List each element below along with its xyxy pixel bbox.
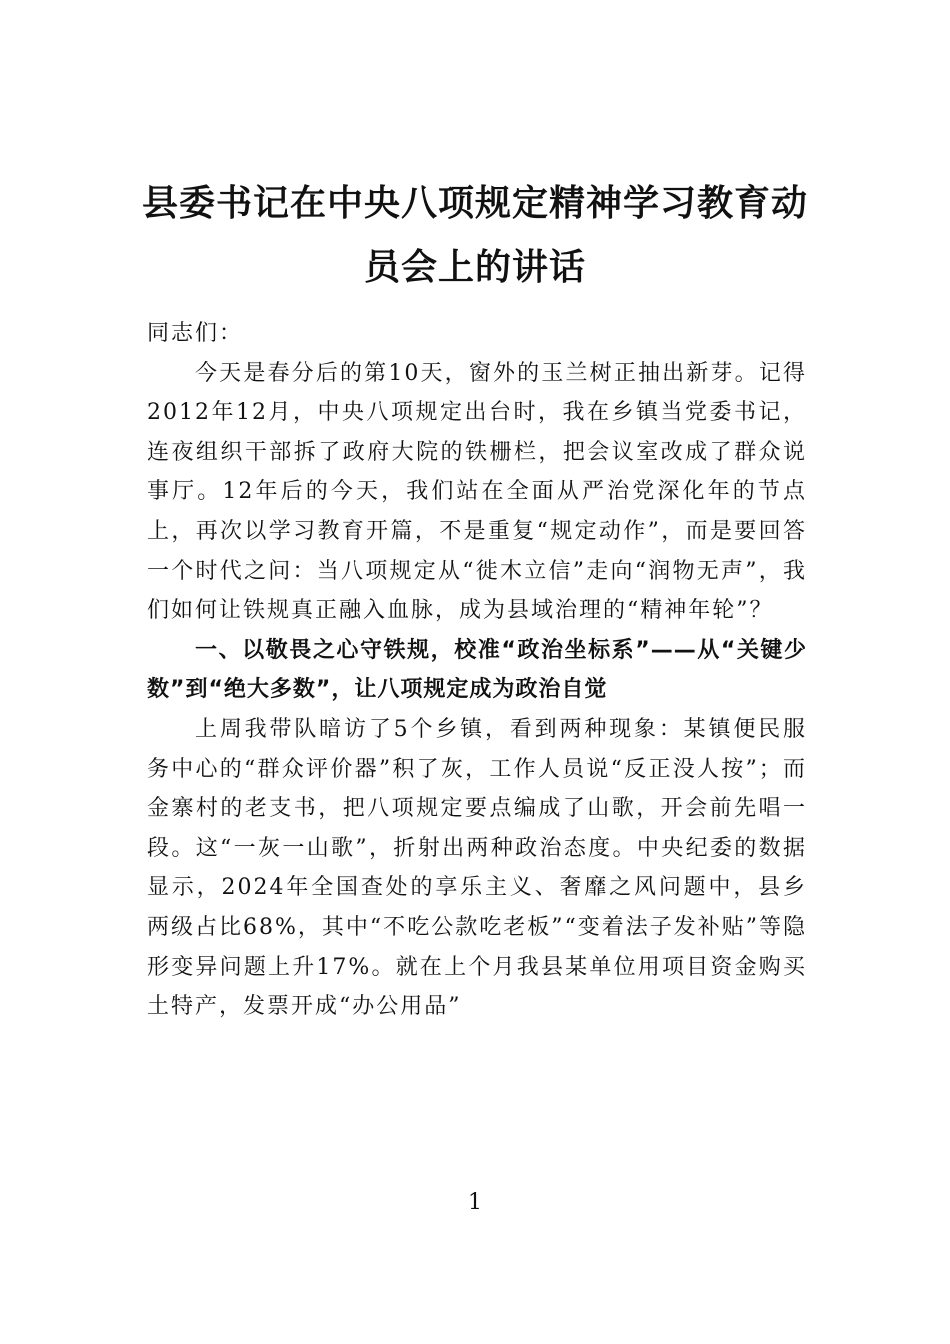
paragraph-intro: 今天是春分后的第10天，窗外的玉兰树正抽出新芽。记得2012年12月，中央八项规定出台时，我在乡镇当党委书记，连夜组织干部拆了政府大院的铁栅栏，把会议室改成了群众说事厅。12年后的今天，我们站在全面从严治党深化年的节点上，再次以学习教育开篇，不是重复“规定动作”，而是要回答一个时代之问：当八项规定从“徙木立信”走向“润物无声”，我们如何让铁规真正融入血脉，成为县域治理的“精神年轮”？ bbox=[147, 360, 807, 624]
section-heading-1: 一、以敬畏之心守铁规，校准“政治坐标系”——从“关键少数”到“绝大多数”，让八项规定成为政治自觉 bbox=[147, 637, 807, 703]
paragraph-section-1: 上周我带队暗访了5个乡镇，看到两种现象：某镇便民服务中心的“群众评价器”积了灰，工作人员说“反正没人按”；而金寨村的老支书，把八项规定要点编成了山歌，开会前先唱一段。这“一灰一山歌”，折射出两种政治态度。中央纪委的数据显示，2024年全国查处的享乐主义、奢靡之风问题中，县乡两级占比68%，其中“不吃公款吃老板”“变着法子发补贴”等隐形变异问题上升17%。就在上个月我县某单位用项目资金购买土特产，发票开成“办公用品” bbox=[147, 716, 807, 1020]
document-title: 县委书记在中央八项规定精神学习教育动员会上的讲话 bbox=[141, 183, 808, 288]
salutation: 同志们： bbox=[147, 321, 244, 346]
document-body bbox=[147, 314, 807, 1027]
page-number: 1 bbox=[468, 1190, 482, 1215]
